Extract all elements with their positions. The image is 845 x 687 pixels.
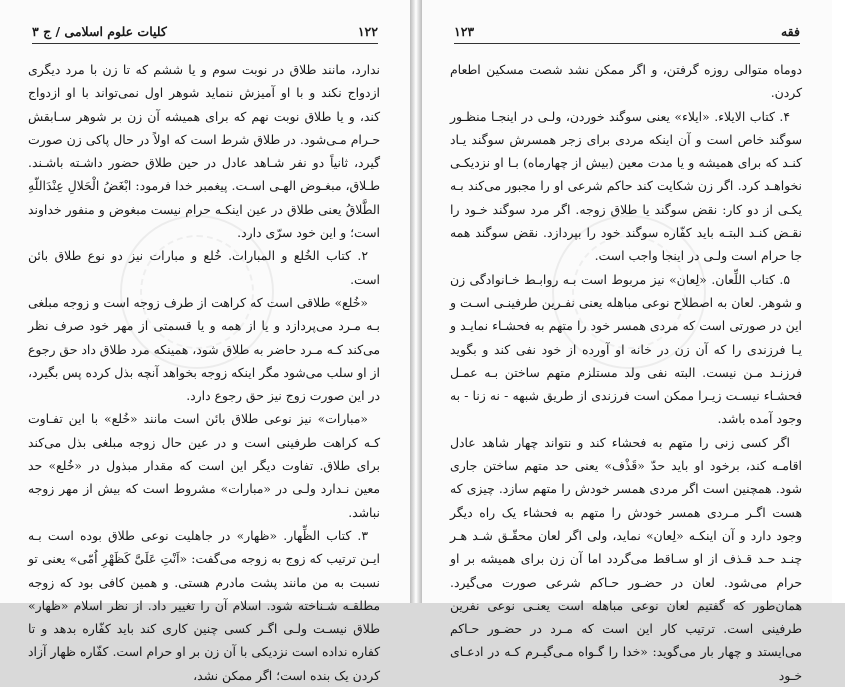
left-page — [0, 0, 410, 683]
right-page-header — [454, 22, 800, 44]
right-page — [422, 0, 832, 683]
paragraph: ۵. کتاب اللِّعان. «لِعان» نیز مربوط است بـه روابـط خـانوادگی زن و شوهر. لعان به اصطلاح نوعی مباهله یعنی نفـرین طرفینـی اسـت و این در صورتی است که مردی همسر خود را متهم به فحشـاء نمایـد و یـا فرزندی را که آن زن در خانه او آورده از خود نفی کند و بگوید فرزنـد مـن نیست. البته نفی ولد مستلزم متهم ساختن بـه عمـل فحشـاء نیسـت زیـرا ممکن است فرزندی از طریق شبهه - نه زنا - به وجود آمده باشد. — [450, 271, 802, 427]
right-running-title: فقه — [780, 23, 800, 39]
paragraph: ۴. کتاب الایلاء. «ایلاء» یعنی سوگند خوردن، ولـی در اینجـا منظـور سوگند خاص است و آن اینکه مردی برای زجر همسرش سوگند یـاد کنـد که برای همیشه و یا مدت معین (بیش از چهارماه) بـا او نزدیکـی نخواهـد کرد. اگر زن شکایت کند حاکم شرعی او را مجبور می‌کند بـه یکـی از دو کار: نقض سوگند یا طلاق زوجه. اگر مرد سوگند خـود را نقـض کنـد البتـه باید کفّاره سوگند خود را بپردازد. نقض سوگند همه جا حرام است ولـی در اینجا واجب است. — [450, 108, 802, 264]
paragraph: ۳. کتاب الظِّهار. «ظهار» در جاهلیت نوعی طلاق بوده است بـه ایـن ترتیب که زوج به زوجه می‌گفت: «اَنْتِ عَلَیَّ کَظَهْرِ اُمّی» یعنی تو نسبت به من مانند پشت مادرم هستی. و همین کافی بود که زوجه مطلقـه شـناخته شود. اسلام آن را تغییر داد. از نظر اسلام «ظهار» طلاق نیسـت ولـی اگـر کسی چنین کاری کند باید کفّاره بدهد و تا کفاره نداده است نزدیکی با آن زن بر او حرام است. کفّاره ظهار آزاد کردن یک بنده است؛ اگر ممکن نشد، — [28, 527, 380, 683]
paragraph: ندارد، مانند طلاق در نوبت سوم و یا ششم که تا زن با مرد دیگری ازدواج نکند و با او آمیزش ننماید شوهر اول نمی‌تواند با او ازدواج کند، و یا طلاق نوبت نهم که برای همیشه آن زن بر شوهر سـابقش حـرام مـی‌شود. در طلاق شرط است که اولاً در حال پاکی زن صورت گیرد، ثانیاً دو نفر شـاهد عادل در حین طلاق حضور داشـته باشـند. طـلاق، مبغـوض الهـی اسـت. پیغمبر خدا فرمود: ابْغَضُ الْحَلالِ عِنْدَاللّهِ الطَّلاقُ یعنی طلاق در عین اینکـه حرام نیست مبغوض و منفور خداوند است؛ و این خود سرّی دارد. — [28, 62, 380, 241]
left-running-title: کلیات علوم اسلامی / ج ۳ — [32, 23, 167, 39]
paragraph: «مبارات» نیز نوعی طلاق بائن است مانند «خُلع» با این تفـاوت کـه کراهت طرفینی است و در عین حال زوجه مبلغی بذل می‌کند برای طلاق. تفاوت دیگر این است که مقدار مبذول در «خُلع» حد معین نـدارد ولـی در «مبارات» مشروط است که بیش از مهر زوجه نباشد. — [28, 411, 380, 520]
paragraph: ۲. کتاب الخُلع و المبارات. خُلع و مبارات نیز دو نوع طلاق بائن است. — [28, 248, 380, 287]
left-page-header — [32, 22, 378, 44]
book-gutter — [410, 0, 422, 603]
right-page-number: ۱۲۳ — [454, 23, 475, 39]
paragraph: «خُلع» طلاقی است که کراهت از طرف زوجه است و زوجه مبلغی بـه مـرد می‌پردازد و یا از همه و یا قسمتی از مهر خود صرف نظر می‌کند کـه مـرد حاضر به طلاق شود، همینکه مرد طلاق داد حق رجوع از او سلب می‌شود مگر اینکه زوجه بخواهد آنچه بذل کرده پس بگیرد، در این صورت زوج نیز حق رجوع دارد. — [28, 294, 380, 404]
left-page-text — [28, 58, 380, 687]
paragraph: دوماه متوالی روزه گرفتن، و اگر ممکن نشد شصت مسکین اطعام کردن. — [450, 62, 802, 101]
paragraph: اگر کسی زنی را متهم به فحشاء کند و نتواند چهار شاهد عادل اقامـه کند، برخود او باید حدّ «قَذْف» یعنی حد متهم ساختن جاری شود. همچنین است اگر مردی همسر خودش را متهم سازد. چیزی که هست اگـر مـردی همسر خودش را متهم به فحشاء یک راه دیگر وجود دارد و آن اینکـه «لِعان» نماید، ولی اگر لعان محقّـق شـد هـر چنـد حـد قـذف از او سـاقط می‌گردد اما آن زن برای همیشه بر او حرام می‌شود. لعان در حضـور حـاکم شرعی صورت می‌گیرد. همان‌طور که گفتیم لعان نوعی مباهله است یعنـی نوعی نفرین طرفینی است. ترتیب کار این است که مـرد در حضـور حـاکم می‌ایستد و چهار بار می‌گوید: «خدا را گـواه مـی‌گیـرم کـه در ادعـای خـود — [450, 434, 802, 683]
right-page-text — [450, 58, 802, 687]
left-page-number: ۱۲۲ — [357, 23, 378, 39]
